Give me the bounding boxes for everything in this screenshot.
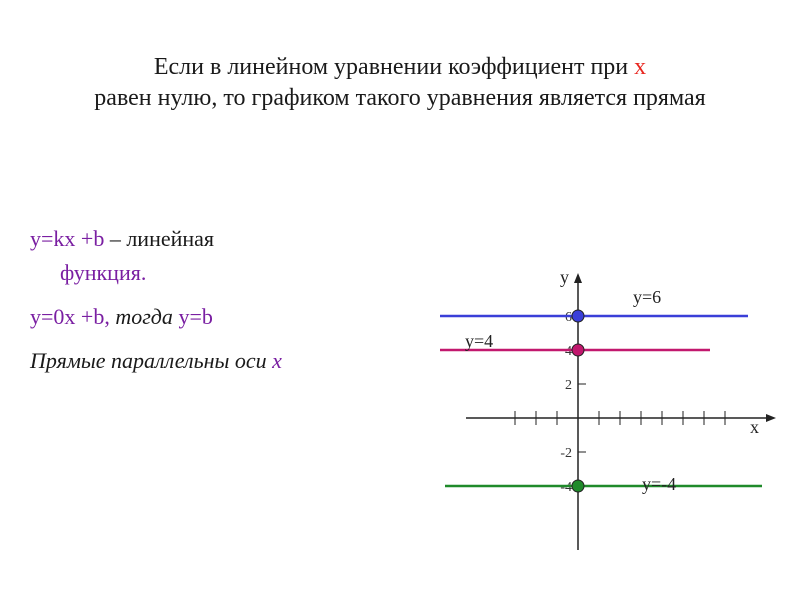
series-point-y-eq-4 <box>572 344 584 356</box>
y-tick-label: 6 <box>565 310 572 325</box>
formula-linear: y=kx +b <box>30 226 105 251</box>
title-variable-x: х <box>634 54 647 80</box>
y-tick-label: 2 <box>565 378 572 393</box>
series-label-y-eq--4: y=-4 <box>642 474 677 494</box>
formula-result: y=b <box>178 304 213 329</box>
y-axis-label: y <box>560 267 569 287</box>
x-axis-arrow <box>766 414 776 422</box>
title-part1: Если в линейном уравнении коэффициент при <box>153 54 635 80</box>
series-point-y-eq-6 <box>572 310 584 322</box>
y-tick-label: -4 <box>560 480 572 495</box>
formula-linear-desc: – линейная <box>104 226 215 251</box>
y-tick-label: 4 <box>565 344 572 359</box>
series-label-y-eq-4: y=4 <box>465 331 494 351</box>
y-tick-label: -2 <box>560 446 572 461</box>
parallel-text: Прямые параллельны оси <box>30 348 273 373</box>
title-part2: равен нулю, то графиком такого уравнения является прямая <box>94 85 706 111</box>
formula-zero-k: y=0x +b, <box>30 304 110 329</box>
series-point-y-eq--4 <box>572 480 584 492</box>
parallel-axis-var: х <box>272 348 282 373</box>
x-axis-label: x <box>750 417 759 437</box>
text-line-2: функция. <box>60 260 147 285</box>
y-axis-arrow <box>574 273 582 283</box>
then-word: тогда <box>109 304 179 329</box>
series-label-y-eq-6: y=6 <box>633 287 662 307</box>
